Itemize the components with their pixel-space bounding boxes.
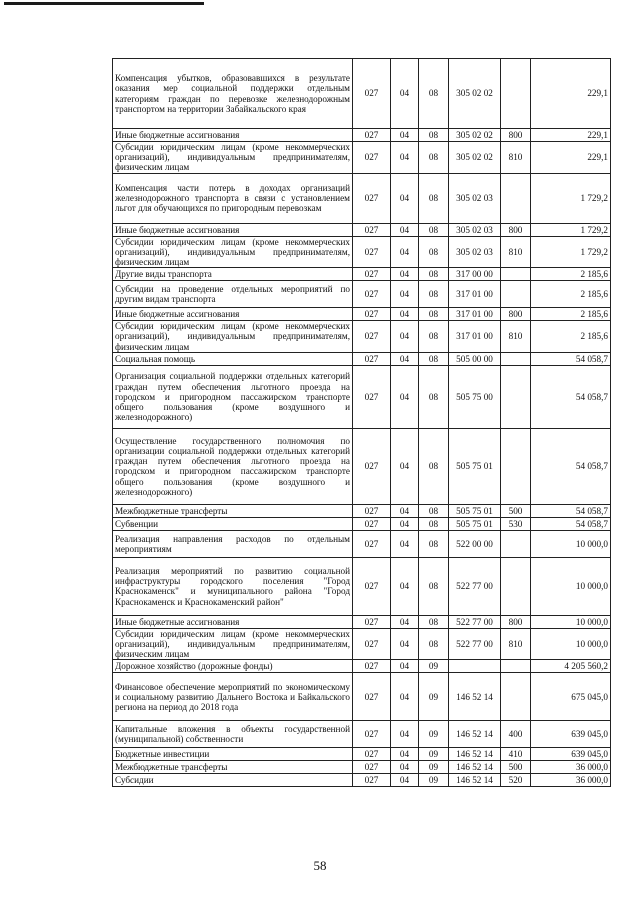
row-ministry: 027 [353,673,391,721]
row-section: 04 [391,748,419,761]
row-section: 04 [391,774,419,787]
row-subsection: 08 [419,504,449,517]
row-expense-type [501,557,531,615]
row-ministry: 027 [353,352,391,365]
row-target-article: 305 02 03 [449,223,501,236]
row-ministry: 027 [353,365,391,428]
table-row [113,721,611,748]
row-subsection: 08 [419,321,449,353]
row-expense-type: 410 [501,748,531,761]
table-row [113,673,611,721]
row-ministry: 027 [353,268,391,281]
table-row [113,530,611,557]
row-section: 04 [391,142,419,174]
row-target-article: 305 02 03 [449,173,501,223]
table-row [113,761,611,774]
row-expense-type [501,173,531,223]
row-expense-type: 530 [501,517,531,530]
row-expense-type [501,673,531,721]
row-ministry: 027 [353,504,391,517]
row-amount: 36 000,0 [531,774,611,787]
row-name: Реализация мероприятий по развитию социальной инфраструктуры городского поселения "Город Краснокаменск" и муниципального района "Город Краснокаменск и Краснокаменский район" [113,557,353,615]
row-amount: 229,1 [531,142,611,174]
row-expense-type [501,352,531,365]
row-target-article: 305 02 02 [449,129,501,142]
row-amount: 10 000,0 [531,615,611,628]
row-name: Межбюджетные трансферты [113,504,353,517]
row-section: 04 [391,129,419,142]
row-expense-type [501,530,531,557]
row-section: 04 [391,673,419,721]
row-subsection: 08 [419,428,449,504]
row-target-article: 146 52 14 [449,748,501,761]
row-ministry: 027 [353,761,391,774]
row-target-article: 522 77 00 [449,615,501,628]
row-expense-type: 400 [501,721,531,748]
row-target-article: 522 77 00 [449,628,501,660]
row-target-article: 317 00 00 [449,268,501,281]
row-name: Иные бюджетные ассигнования [113,129,353,142]
row-amount: 639 045,0 [531,748,611,761]
row-subsection: 08 [419,517,449,530]
row-subsection: 09 [419,761,449,774]
row-subsection: 08 [419,557,449,615]
row-section: 04 [391,308,419,321]
table-row [113,308,611,321]
row-section: 04 [391,721,419,748]
row-section: 04 [391,223,419,236]
row-section: 04 [391,530,419,557]
row-section: 04 [391,59,419,129]
row-section: 04 [391,281,419,308]
row-target-article: 146 52 14 [449,774,501,787]
row-name: Субсидии на проведение отдельных мероприятий по другим видам транспорта [113,281,353,308]
row-amount: 54 058,7 [531,365,611,428]
row-subsection: 08 [419,628,449,660]
row-expense-type [501,660,531,673]
table-row [113,281,611,308]
row-amount: 36 000,0 [531,761,611,774]
row-target-article: 505 75 01 [449,504,501,517]
row-target-article: 305 02 02 [449,142,501,174]
row-expense-type [501,428,531,504]
row-section: 04 [391,761,419,774]
row-section: 04 [391,628,419,660]
row-subsection: 08 [419,308,449,321]
row-name: Социальная помощь [113,352,353,365]
table-row [113,223,611,236]
row-ministry: 027 [353,173,391,223]
row-expense-type [501,59,531,129]
table-row [113,129,611,142]
row-subsection: 08 [419,281,449,308]
row-name: Финансовое обеспечение мероприятий по экономическому и социальному развитию Дальнего Востока и Байкальского региона на период до 2018 года [113,673,353,721]
row-amount: 639 045,0 [531,721,611,748]
table-row [113,628,611,660]
row-expense-type: 810 [501,628,531,660]
row-amount: 10 000,0 [531,628,611,660]
row-name: Реализация направления расходов по отдельным мероприятиям [113,530,353,557]
row-name: Субвенции [113,517,353,530]
row-expense-type [501,268,531,281]
row-expense-type: 500 [501,504,531,517]
row-amount: 54 058,7 [531,352,611,365]
row-amount: 10 000,0 [531,530,611,557]
row-name: Осуществление государственного полномочия по организации социальной поддержки отдельных категорий граждан путем обеспечения льготного проезда на городском и пригородном пассажирском транспорте общего пользования (кроме воздушного и железнодорожного) [113,428,353,504]
row-expense-type: 800 [501,308,531,321]
row-amount: 1 729,2 [531,223,611,236]
row-section: 04 [391,352,419,365]
row-subsection: 09 [419,660,449,673]
row-subsection: 08 [419,268,449,281]
table-row [113,352,611,365]
table-row [113,365,611,428]
row-section: 04 [391,615,419,628]
budget-table [112,58,611,787]
row-section: 04 [391,517,419,530]
row-section: 04 [391,504,419,517]
row-ministry: 027 [353,223,391,236]
row-subsection: 09 [419,774,449,787]
row-subsection: 08 [419,352,449,365]
page-number: 58 [313,858,327,873]
row-ministry: 027 [353,236,391,268]
row-expense-type: 520 [501,774,531,787]
row-name: Субсидии юридическим лицам (кроме некоммерческих организаций), индивидуальным предпринимателям, физическим лицам [113,321,353,353]
row-target-article: 505 00 00 [449,352,501,365]
budget-table-body [113,59,611,787]
row-section: 04 [391,428,419,504]
row-expense-type: 800 [501,223,531,236]
row-name: Другие виды транспорта [113,268,353,281]
row-section: 04 [391,173,419,223]
row-amount: 2 185,6 [531,268,611,281]
row-target-article: 505 75 00 [449,365,501,428]
row-name: Субсидии юридическим лицам (кроме некоммерческих организаций), индивидуальным предпринимателям, физическим лицам [113,236,353,268]
row-amount: 54 058,7 [531,517,611,530]
row-amount: 1 729,2 [531,173,611,223]
table-row [113,268,611,281]
row-amount: 4 205 560,2 [531,660,611,673]
row-subsection: 08 [419,129,449,142]
row-amount: 675 045,0 [531,673,611,721]
table-row [113,660,611,673]
row-name: Капитальные вложения в объекты государственной (муниципальной) собственности [113,721,353,748]
row-subsection: 08 [419,530,449,557]
table-row [113,173,611,223]
row-expense-type: 800 [501,615,531,628]
row-subsection: 09 [419,721,449,748]
row-ministry: 027 [353,721,391,748]
row-name: Компенсация части потерь в доходах организаций железнодорожного транспорта в связи с установлением льгот для обучающихся по пригородным перевозкам [113,173,353,223]
row-amount: 229,1 [531,129,611,142]
row-amount: 1 729,2 [531,236,611,268]
row-expense-type: 800 [501,129,531,142]
table-row [113,428,611,504]
row-name: Иные бюджетные ассигнования [113,615,353,628]
row-ministry: 027 [353,774,391,787]
table-row [113,748,611,761]
row-expense-type [501,365,531,428]
top-rule [4,2,204,5]
table-row [113,615,611,628]
row-subsection: 09 [419,673,449,721]
row-section: 04 [391,268,419,281]
row-name: Дорожное хозяйство (дорожные фонды) [113,660,353,673]
row-amount: 2 185,6 [531,308,611,321]
row-amount: 54 058,7 [531,428,611,504]
row-target-article: 505 75 01 [449,517,501,530]
row-ministry: 027 [353,517,391,530]
row-expense-type: 810 [501,142,531,174]
row-name: Межбюджетные трансферты [113,761,353,774]
row-name: Субсидии юридическим лицам (кроме некоммерческих организаций), индивидуальным предпринимателям, физическим лицам [113,142,353,174]
row-target-article: 317 01 00 [449,321,501,353]
row-amount: 54 058,7 [531,504,611,517]
row-target-article: 317 01 00 [449,308,501,321]
row-ministry: 027 [353,308,391,321]
row-amount: 2 185,6 [531,281,611,308]
row-subsection: 08 [419,236,449,268]
row-name: Компенсация убытков, образовавшихся в результате оказания мер социальной поддержки отдельным категориям граждан по перевозке железнодорожным транспортом на территории Забайкальского края [113,59,353,129]
row-subsection: 08 [419,59,449,129]
row-subsection: 08 [419,173,449,223]
row-amount: 229,1 [531,59,611,129]
row-ministry: 027 [353,530,391,557]
row-expense-type: 500 [501,761,531,774]
row-ministry: 027 [353,748,391,761]
row-ministry: 027 [353,615,391,628]
row-expense-type [501,281,531,308]
row-amount: 2 185,6 [531,321,611,353]
row-section: 04 [391,236,419,268]
table-row [113,236,611,268]
row-ministry: 027 [353,59,391,129]
row-ministry: 027 [353,660,391,673]
row-target-article: 305 02 02 [449,59,501,129]
row-subsection: 08 [419,142,449,174]
table-row [113,59,611,129]
table-row [113,557,611,615]
table-row [113,504,611,517]
row-ministry: 027 [353,129,391,142]
row-subsection: 09 [419,748,449,761]
row-name: Организация социальной поддержки отдельных категорий граждан путем обеспечения льготного проезда на городском и пригородном пассажирском транспорте общего пользования (кроме воздушного и железнодорожного) [113,365,353,428]
table-row [113,142,611,174]
row-subsection: 08 [419,365,449,428]
row-ministry: 027 [353,321,391,353]
row-target-article: 522 77 00 [449,557,501,615]
row-ministry: 027 [353,557,391,615]
row-name: Субсидии юридическим лицам (кроме некоммерческих организаций), индивидуальным предпринимателям, физическим лицам [113,628,353,660]
row-ministry: 027 [353,628,391,660]
row-subsection: 08 [419,223,449,236]
row-ministry: 027 [353,281,391,308]
table-row [113,321,611,353]
row-subsection: 08 [419,615,449,628]
row-ministry: 027 [353,428,391,504]
row-name: Иные бюджетные ассигнования [113,308,353,321]
row-section: 04 [391,557,419,615]
table-row [113,774,611,787]
row-target-article: 146 52 14 [449,721,501,748]
table-row [113,517,611,530]
row-section: 04 [391,321,419,353]
row-target-article: 317 01 00 [449,281,501,308]
row-name: Субсидии [113,774,353,787]
row-name: Иные бюджетные ассигнования [113,223,353,236]
row-amount: 10 000,0 [531,557,611,615]
row-section: 04 [391,365,419,428]
row-target-article: 305 02 03 [449,236,501,268]
row-target-article: 146 52 14 [449,673,501,721]
row-target-article: 505 75 01 [449,428,501,504]
row-expense-type: 810 [501,236,531,268]
row-expense-type: 810 [501,321,531,353]
row-target-article [449,660,501,673]
row-section: 04 [391,660,419,673]
row-target-article: 146 52 14 [449,761,501,774]
row-name: Бюджетные инвестиции [113,748,353,761]
row-ministry: 027 [353,142,391,174]
row-target-article: 522 00 00 [449,530,501,557]
